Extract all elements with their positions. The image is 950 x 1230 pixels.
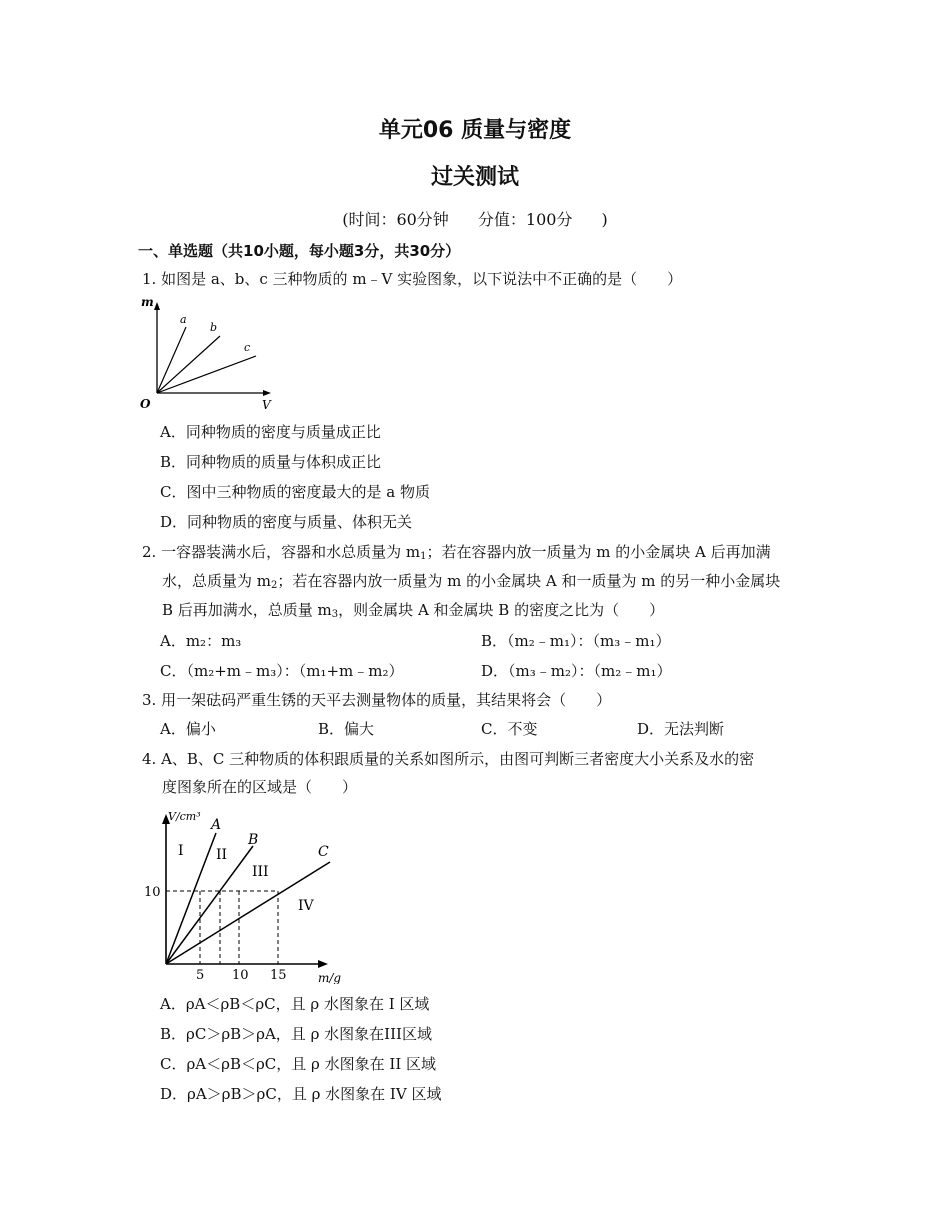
q3-option-a[interactable]: A．偏小 xyxy=(160,720,216,738)
q1-option-a[interactable]: A．同种物质的密度与质量成正比 xyxy=(160,423,381,441)
q1-line-a xyxy=(157,327,186,393)
q1-label-c: c xyxy=(244,341,251,354)
q2-option-a[interactable]: A．m₂：m₃ xyxy=(160,632,242,650)
exam-info xyxy=(0,207,950,230)
section-title: 一、单选题（共10小题，每小题3分，共30分） xyxy=(138,242,461,260)
q4-line-a xyxy=(166,833,216,964)
q4-stem-line2: 度图象所在的区域是（ ） xyxy=(162,778,358,796)
q4-region-1: I xyxy=(178,843,184,859)
q4-label-a: A xyxy=(211,817,222,833)
q2-option-b[interactable]: B．（m₂﹣m₁）：（m₃﹣m₁） xyxy=(481,632,671,650)
q4-region-4: IV xyxy=(298,898,314,914)
q2-stem-line2: 水，总质量为 $m_2$；若在容器内放一质量为 m 的小金属块 A 和一质量为 m 的另一种小金属块 xyxy=(162,572,781,591)
q4-figure xyxy=(138,806,358,984)
q3-option-d[interactable]: D．无法判断 xyxy=(637,720,725,738)
q1-line-b xyxy=(157,336,220,393)
q1-x-arrow xyxy=(263,390,271,396)
q3-option-c[interactable]: C．不变 xyxy=(481,720,538,738)
q1-origin-label: O xyxy=(140,397,151,411)
q4-x-arrow xyxy=(318,960,328,968)
time-label: (时间：60分钟 xyxy=(342,210,449,229)
q4-option-a[interactable]: A．ρA＜ρB＜ρC，且 ρ 水图象在 I 区域 xyxy=(160,995,430,1013)
q4-region-2: II xyxy=(216,847,228,863)
q4-y-label: V/cm³ xyxy=(168,810,201,823)
close-paren: ) xyxy=(601,210,608,229)
q1-option-d[interactable]: D．同种物质的密度与质量、体积无关 xyxy=(160,513,413,531)
q1-option-b[interactable]: B．同种物质的质量与体积成正比 xyxy=(160,453,382,471)
q1-y-arrow xyxy=(154,302,160,310)
q2-option-d[interactable]: D．（m₃﹣m₂）：（m₂﹣m₁） xyxy=(481,662,672,680)
q4-option-c[interactable]: C．ρA＜ρB＜ρC，且 ρ 水图象在 II 区域 xyxy=(160,1055,437,1073)
q1-x-label: V xyxy=(262,398,271,412)
q4-label-b: B xyxy=(248,832,259,848)
q4-x-tick-5: 5 xyxy=(196,968,205,983)
q4-x-tick-10: 10 xyxy=(232,968,249,983)
q4-x-tick-15: 15 xyxy=(270,968,287,983)
q1-option-c[interactable]: C．图中三种物质的密度最大的是 a 物质 xyxy=(160,483,430,501)
q1-label-b: b xyxy=(210,321,218,334)
q4-region-3: III xyxy=(252,864,269,880)
q3-option-b[interactable]: B．偏大 xyxy=(318,720,375,738)
q4-option-b[interactable]: B．ρC＞ρB＞ρA，且 ρ 水图象在III区域 xyxy=(160,1025,432,1043)
q4-y-tick-10: 10 xyxy=(144,885,161,900)
q1-line-c xyxy=(157,356,256,393)
q1-label-a: a xyxy=(180,313,187,326)
q2-stem-line3: B 后再加满水，总质量 $m_3$，则金属块 A 和金属块 B 的密度之比为（ ） xyxy=(162,601,665,620)
q1-figure xyxy=(138,292,278,416)
q4-x-label: m/g xyxy=(318,971,342,984)
q4-label-c: C xyxy=(318,844,329,860)
q4-option-d[interactable]: D．ρA＞ρB＞ρC，且 ρ 水图象在 IV 区域 xyxy=(160,1085,442,1103)
q3-stem: 3. 用一架砝码严重生锈的天平去测量物体的质量，其结果将会（ ） xyxy=(142,691,612,709)
q1-stem: 1. 如图是 a、b、c 三种物质的 m﹣V 实验图象，以下说法中不正确的是（ ） xyxy=(142,270,683,288)
document-title: 单元06 质量与密度 xyxy=(378,118,572,143)
q1-y-label: m xyxy=(141,295,154,309)
q4-stem-line1: 4. A、B、C 三种物质的体积跟质量的关系如图所示，由图可判断三者密度大小关系及水的密 xyxy=(142,750,755,768)
document-subtitle: 过关测试 xyxy=(430,165,519,190)
q2-option-c[interactable]: C．（m₂+m﹣m₃）：（m₁+m﹣m₂） xyxy=(160,662,404,680)
q2-stem-line1: 2. 一容器装满水后，容器和水总质量为 $m_1$；若在容器内放一质量为 m 的小金属块 A 后再加满 xyxy=(142,543,771,562)
score-label: 分值：100分 xyxy=(477,210,573,229)
q4-line-b xyxy=(166,846,253,964)
